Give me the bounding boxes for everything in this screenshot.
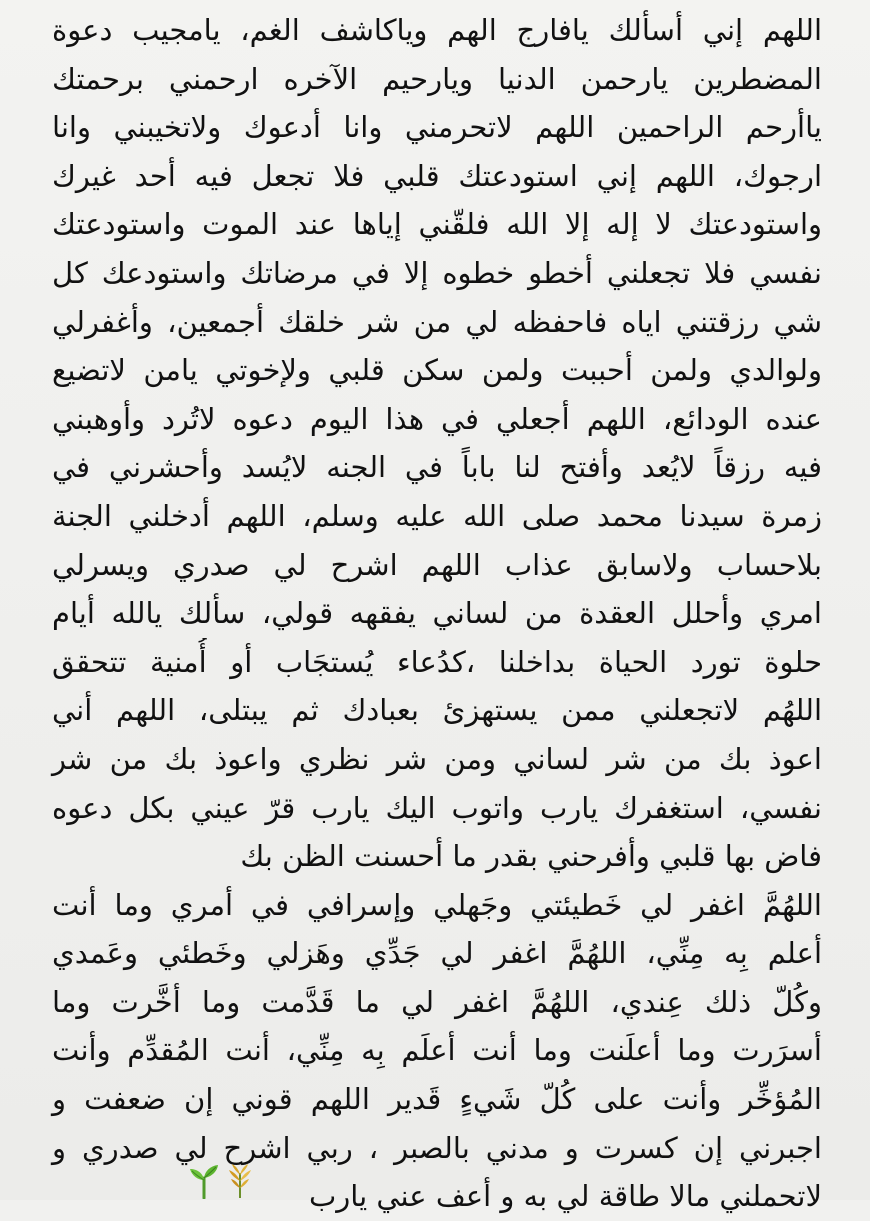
- text-line: وكُلّ ذلك عِندي، اللهُمَّ اغفر لي ما قَدَّمت وما أخَّرت وما: [52, 984, 822, 1019]
- text-line: اجبرني إن كسرت و مدني بالصبر ، ربي اشرح لي صدري و: [52, 1130, 822, 1165]
- text-line: أعلم بِه مِنِّي، اللهُمَّ اغفر لي جَدِّي وهَزلي وخَطئي وعَمدي: [52, 936, 822, 971]
- text-line: اعوذ بك من شر لساني ومن شر نظري واعوذ بك من شر: [52, 741, 822, 776]
- text-line: شي رزقتني اياه فاحفظه لي من شر خلقك أجمعين، وأغفرلي: [52, 304, 822, 339]
- text-line: امري وأحلل العقدة من لساني يفقهه قولي، سألك يالله أيام: [52, 596, 822, 631]
- prayer-text: [0, 6, 870, 1221]
- text-line: أسرَرت وما أعلَنت وما أنت أعلَم بِه مِنِّي، أنت المُقدِّم وأنت: [52, 1033, 822, 1068]
- text-line: بلاحساب ولاسابق عذاب اللهم اشرح لي صدري ويسرلي: [52, 547, 822, 582]
- text-line: واستودعتك لا إله إلا الله فلقّني إياها عند الموت واستودعتك: [52, 207, 822, 242]
- seedling-icon: [188, 1163, 220, 1199]
- text-line: اللهُم لاتجعلني ممن يستهزئ بعبادك ثم يبتلى، اللهم أني: [52, 693, 822, 728]
- text-line: اللهُمَّ اغفر لي خَطيئتي وجَهلي وإسرافي في أمري وما أنت: [52, 887, 822, 922]
- text-line: المُؤخِّر وأنت على كُلّ شَيءٍ قَدير اللهم قوني إن ضعفت و: [52, 1082, 822, 1117]
- text-line: اللهم إني أسألك يافارج الهم وياكاشف الغم، يامجيب دعوة: [52, 13, 822, 47]
- text-line: عنده الودائع، اللهم أجعلي في هذا اليوم دعوه لاتُرد وأوهبني: [52, 401, 822, 436]
- text-line: زمرة سيدنا محمد صلى الله عليه وسلم، اللهم أدخلني الجنة: [52, 498, 822, 533]
- text-line: لاتحملني مالا طاقة لي به و أعف عني يارب: [308, 1179, 822, 1214]
- text-line: ارجوك، اللهم إني استودعتك قلبي فلا تجعل فيه أحد غيرك: [52, 158, 822, 193]
- text-line: نفسي، استغفرك يارب واتوب اليك يارب قرّ عيني بكل دعوه: [52, 790, 822, 825]
- text-line: المضطرين يارحمن الدنيا ويارحيم الآخره ارحمني برحمتك: [52, 61, 822, 96]
- rice-sheaf-icon: [224, 1163, 256, 1199]
- text-line: فاض بها قلبي وأفرحني بقدر ما أحسنت الظن بك: [240, 839, 822, 874]
- text-line: نفسي فلا تجعلني أخطو خطوه إلا في مرضاتك واستودعك كل: [52, 255, 822, 290]
- text-line: ولوالدي ولمن أحببت ولمن سكن قلبي ولإخوتي يامن لاتضيع: [52, 353, 822, 388]
- text-line: فيه رزقاً لايُعد وأفتح لنا باباً في الجنه لايُسد وأحشرني في: [52, 450, 822, 485]
- text-line: ياأرحم الراحمين اللهم لاتحرمني وانا أدعوك ولاتخيبني وانا: [52, 110, 822, 145]
- emoji-group: [188, 1163, 258, 1199]
- text-line: حلوة تورد الحياة بداخلنا ،كدُعاء يُستجَاب أو أُمنية تتحقق: [52, 644, 822, 679]
